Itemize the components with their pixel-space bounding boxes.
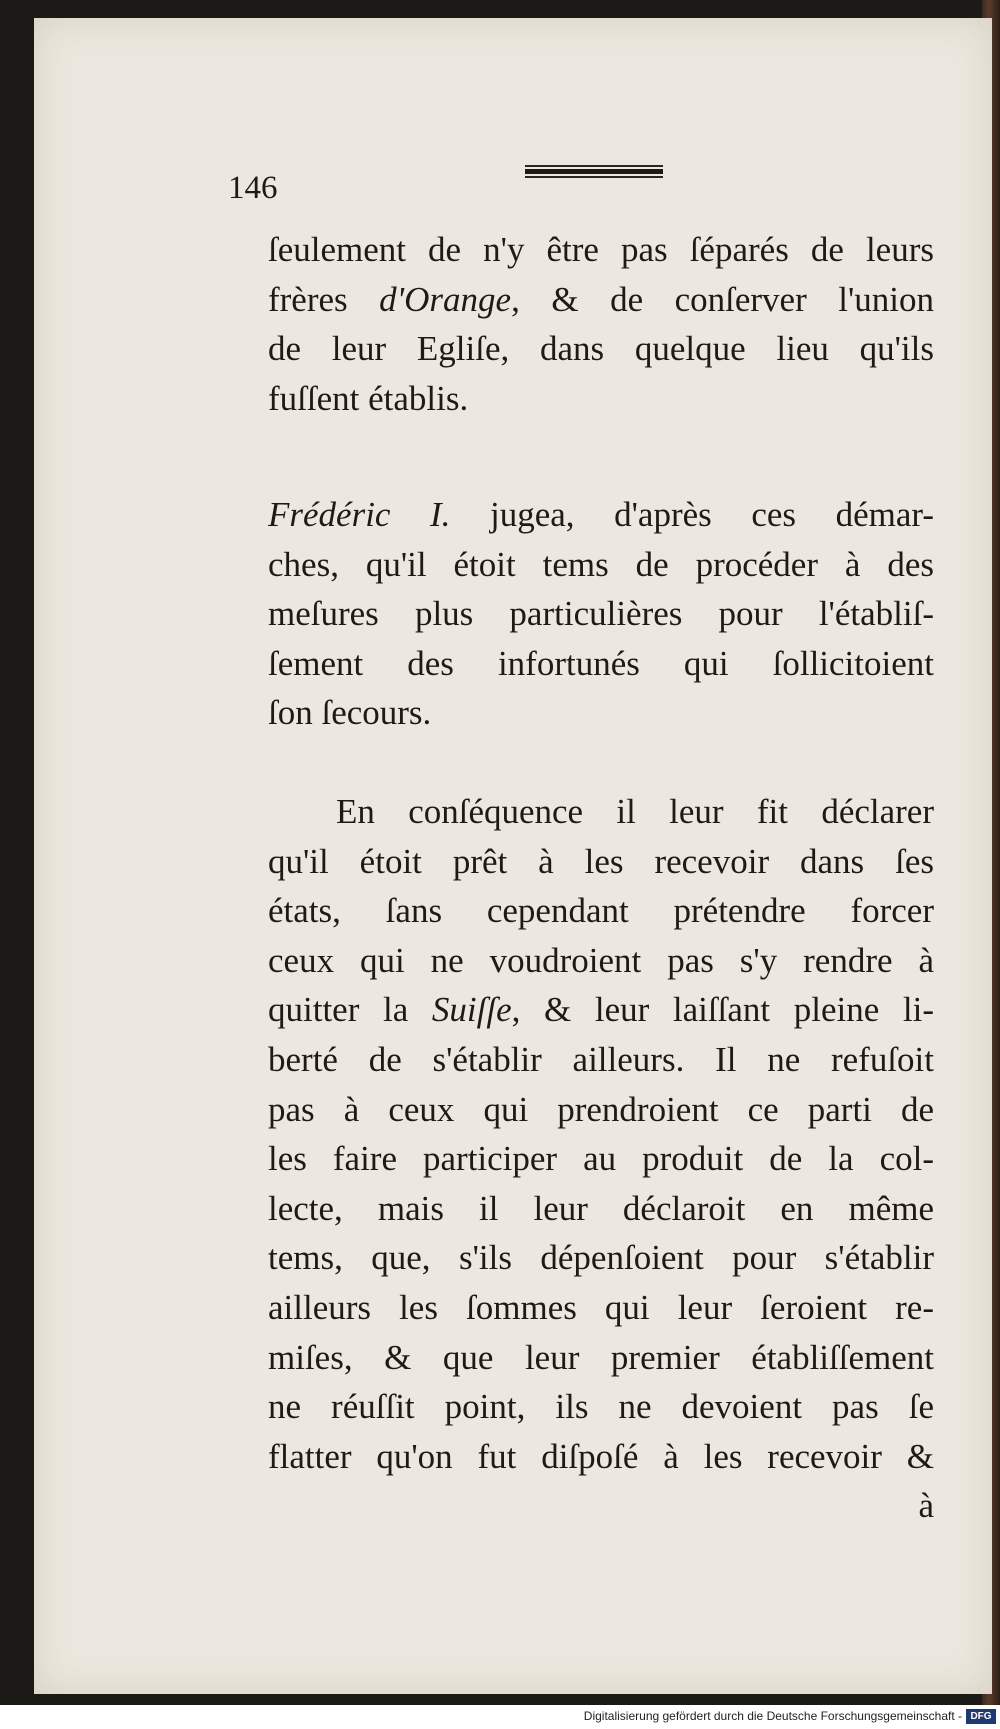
text-line: meſures plus particulières pour l'établiſ- bbox=[268, 594, 934, 634]
paragraph-2 bbox=[268, 490, 934, 738]
text-line: ailleurs les ſommes qui leur ſeroient re- bbox=[268, 1287, 934, 1327]
text-line: qu'il étoit prêt à les recevoir dans ſes bbox=[268, 841, 934, 881]
dfg-logo: DFG bbox=[966, 1709, 996, 1724]
text-line: Frédéric I. jugea, d'après ces démar- bbox=[268, 495, 935, 534]
text-line: quitter la Suiſſe, & leur laiſſant pleine li- bbox=[268, 990, 935, 1030]
text-line: états, ſans cependant prétendre forcer bbox=[268, 891, 934, 931]
text-line: de leur Egliſe, dans quelque lieu qu'ils bbox=[268, 329, 934, 369]
text-line: ceux qui ne voudroient pas s'y rendre à bbox=[268, 940, 934, 980]
text-line: pas à ceux qui prendroient ce parti de bbox=[268, 1089, 934, 1129]
funding-notice: Digitalisierung gefördert durch die Deutsche Forschungsgemeinschaft - bbox=[583, 1709, 962, 1723]
page-number: 146 bbox=[228, 170, 278, 206]
text-line: ſement des infortunés qui ſollicitoient bbox=[268, 643, 934, 683]
text-line: ſeulement de n'y être pas ſéparés de leurs bbox=[268, 230, 934, 269]
text-line: miſes, & que leur premier établiſſement bbox=[268, 1337, 934, 1377]
text-line: ſon ſecours. bbox=[268, 693, 432, 733]
text-line: berté de s'établir ailleurs. Il ne refuſoit bbox=[268, 1039, 934, 1079]
italic-word: Frédéric I. bbox=[268, 495, 451, 534]
paragraph-1 bbox=[268, 225, 934, 423]
text-line: ne réuſſit point, ils ne devoient pas ſe bbox=[268, 1387, 934, 1427]
text-line: lecte, mais il leur déclaroit en même bbox=[268, 1188, 934, 1228]
text-line: fuſſent établis. bbox=[268, 378, 469, 418]
text-line: frères d'Orange, & de conſerver l'union bbox=[268, 279, 935, 319]
text-line: tems, que, s'ils dépenſoient pour s'établir bbox=[268, 1238, 934, 1278]
catchword: à bbox=[918, 1486, 934, 1526]
paragraph-3 bbox=[268, 787, 934, 1531]
italic-word: Suiſſe bbox=[431, 990, 512, 1030]
header-rule-ornament bbox=[525, 165, 663, 179]
text-line: flatter qu'on fut diſpoſé à les recevoir & bbox=[268, 1436, 934, 1476]
digitization-footer bbox=[0, 1705, 1000, 1729]
text-line: En conſéquence il leur fit déclarer bbox=[336, 792, 934, 831]
italic-word: d'Orange bbox=[379, 279, 512, 319]
text-line: ches, qu'il étoit tems de procéder à des bbox=[268, 544, 934, 584]
text-line: les faire participer au produit de la col- bbox=[268, 1139, 934, 1179]
